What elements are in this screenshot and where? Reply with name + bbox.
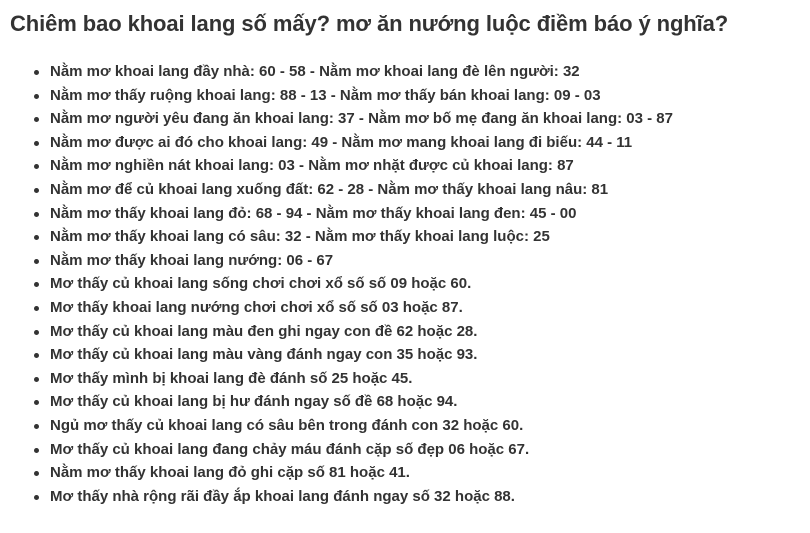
list-item: [50, 461, 673, 485]
list-item-text: Nằm mơ thấy khoai lang có sâu: 32 - Nằm mơ thấy khoai lang luộc: 25: [50, 228, 550, 246]
list-item: [50, 272, 673, 296]
list-item-text: Mơ thấy củ khoai lang sống chơi chơi xổ số số 09 hoặc 60.: [50, 275, 472, 293]
bullet-icon: [34, 400, 39, 405]
list-item-text: Nằm mơ nghiền nát khoai lang: 03 - Nằm mơ nhặt được củ khoai lang: 87: [50, 157, 574, 175]
list-item: [50, 60, 673, 84]
list-item-text: Nằm mơ thấy khoai lang đỏ: 68 - 94 - Nằm mơ thấy khoai lang đen: 45 - 00: [50, 204, 577, 222]
bullet-icon: [34, 259, 39, 264]
list-item: [50, 320, 673, 344]
bullet-icon: [34, 94, 39, 99]
bullet-icon: [34, 353, 39, 358]
list-item: [50, 343, 673, 367]
bullet-icon: [34, 448, 39, 453]
list-item: [50, 131, 673, 155]
list-item: [50, 296, 673, 320]
list-item: [50, 438, 673, 462]
list-item-text: Mơ thấy mình bị khoai lang đè đánh số 25 hoặc 45.: [50, 369, 413, 387]
list-item: [50, 485, 673, 509]
list-item-text: Mơ thấy khoai lang nướng chơi chơi xổ số số 03 hoặc 87.: [50, 298, 463, 316]
list-item-text: Nằm mơ khoai lang đầy nhà: 60 - 58 - Nằm mơ khoai lang đè lên người: 32: [50, 63, 580, 80]
list-item: [50, 154, 673, 178]
bullet-icon: [34, 330, 39, 335]
bullet-icon: [34, 164, 39, 169]
bullet-icon: [34, 282, 39, 287]
list-item-text: Mơ thấy củ khoai lang bị hư đánh ngay số đề 68 hoặc 94.: [50, 393, 458, 411]
list-item: [50, 202, 673, 226]
list-item-text: Nằm mơ thấy khoai lang nướng: 06 - 67: [50, 251, 334, 269]
list-item: [50, 225, 673, 249]
bullet-icon: [34, 141, 39, 146]
bullet-icon: [34, 306, 39, 311]
list-item-text: Nằm mơ được ai đó cho khoai lang: 49 - Nằm mơ mang khoai lang đi biếu: 44 - 11: [50, 133, 633, 151]
bullet-icon: [34, 495, 39, 500]
list-item: [50, 249, 673, 273]
list-item-text: Mơ thấy củ khoai lang màu đen ghi ngay con đề 62 hoặc 28.: [50, 322, 478, 340]
list-item-text: Mơ thấy nhà rộng rãi đầy ắp khoai lang đánh ngay số 32 hoặc 88.: [50, 487, 515, 505]
list-item-text: Nằm mơ thấy khoai lang đỏ ghi cặp số 81 hoặc 41.: [50, 464, 410, 482]
list-item-text: Mơ thấy củ khoai lang màu vàng đánh ngay con 35 hoặc 93.: [50, 346, 478, 364]
bullet-icon: [34, 377, 39, 382]
bullet-icon: [34, 424, 39, 429]
bullet-icon: [34, 212, 39, 217]
list-item-text: Mơ thấy củ khoai lang đang chảy máu đánh cặp số đẹp 06 hoặc 67.: [50, 440, 530, 458]
bullet-icon: [34, 188, 39, 193]
list-item: [50, 178, 673, 202]
list-item-text: Nằm mơ người yêu đang ăn khoai lang: 37 - Nằm mơ bố mẹ đang ăn khoai lang: 03 - 87: [50, 110, 673, 128]
bullet-icon: [34, 235, 39, 240]
list-item: [50, 107, 673, 131]
list-item-text: Ngủ mơ thấy củ khoai lang có sâu bên trong đánh con 32 hoặc 60.: [50, 416, 524, 434]
dream-number-list: [0, 60, 673, 508]
list-item: [50, 414, 673, 438]
list-item-text: Nằm mơ để củ khoai lang xuống đất: 62 - 28 - Nằm mơ thấy khoai lang nâu: 81: [50, 180, 609, 198]
bullet-icon: [34, 471, 39, 476]
bullet-icon: [34, 117, 39, 122]
page-title: Chiêm bao khoai lang số mấy? mơ ăn nướng luộc điềm báo ý nghĩa?: [10, 11, 729, 36]
list-item: [50, 367, 673, 391]
list-item: [50, 84, 673, 108]
list-item-text: Nằm mơ thấy ruộng khoai lang: 88 - 13 - Nằm mơ thấy bán khoai lang: 09 - 03: [50, 86, 601, 104]
bullet-icon: [34, 70, 39, 75]
list-item: [50, 390, 673, 414]
